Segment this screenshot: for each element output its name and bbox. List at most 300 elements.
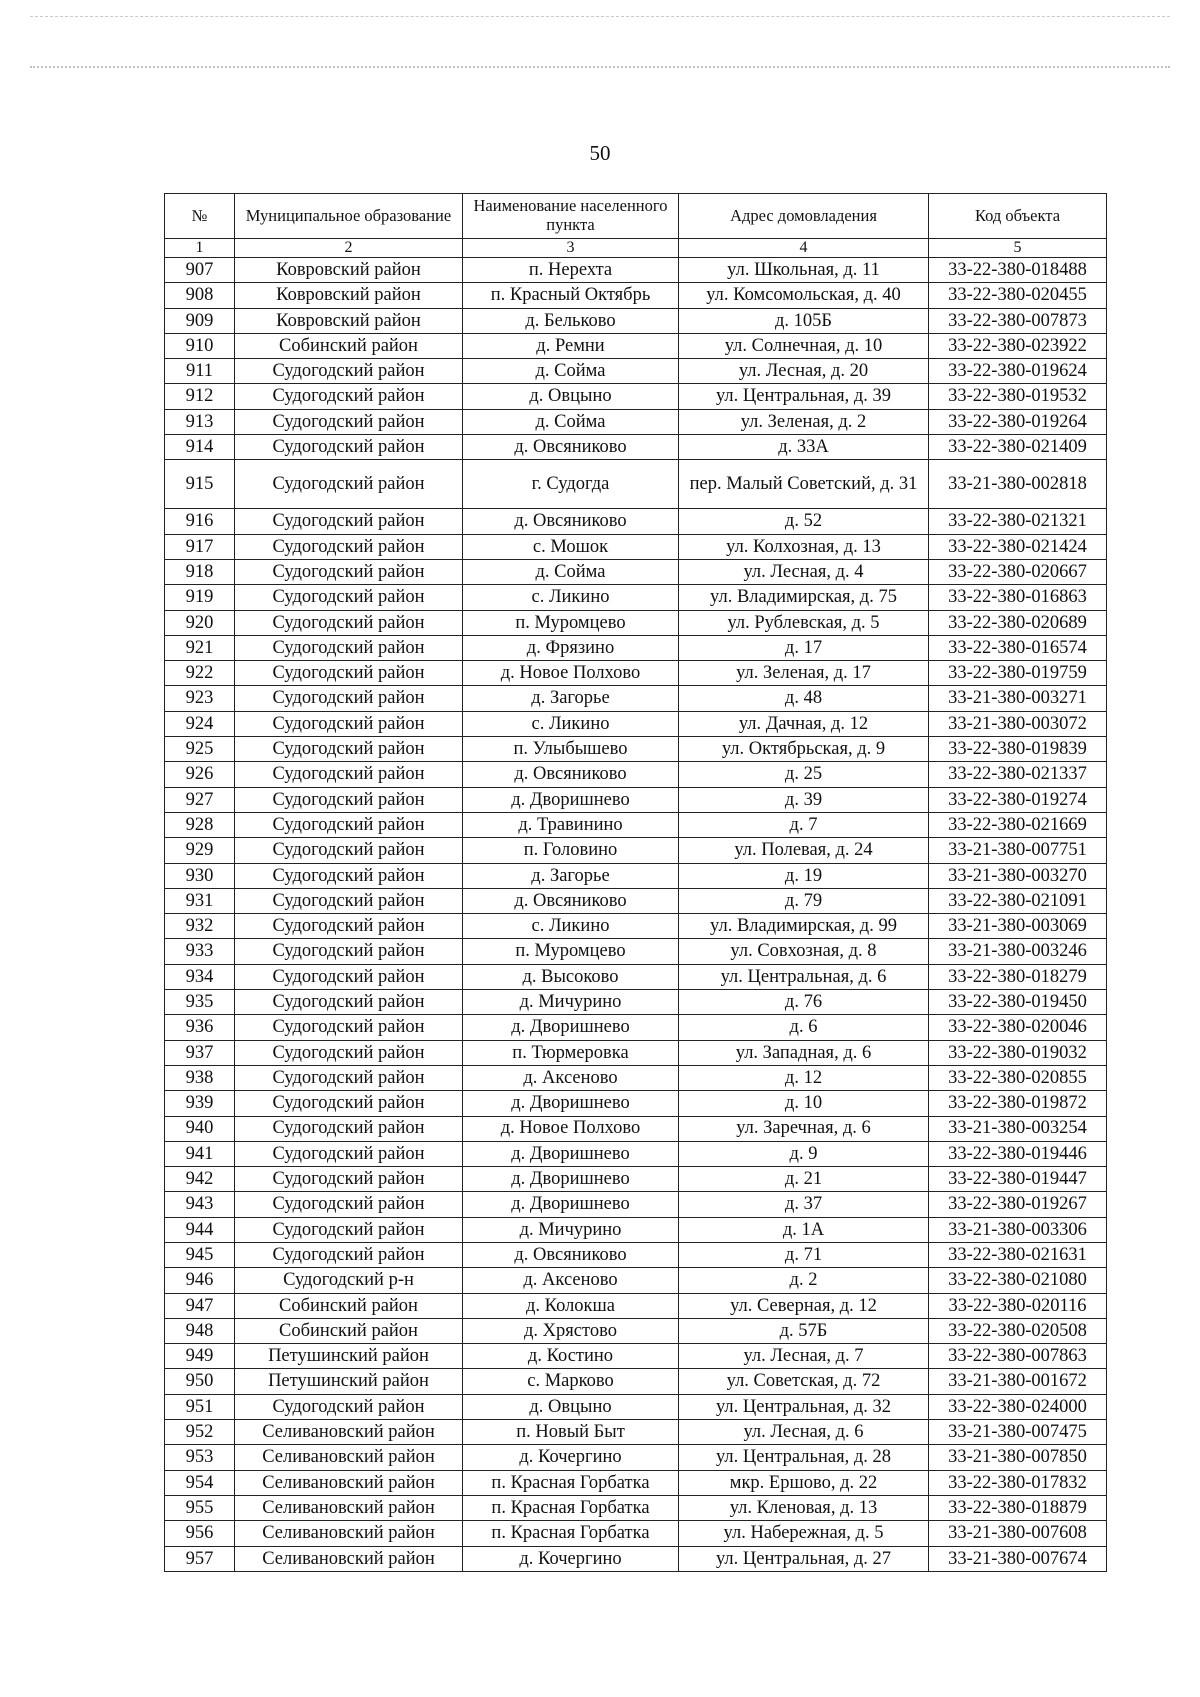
header-number: № xyxy=(165,194,235,239)
settlement-cell: д. Травинино xyxy=(463,812,679,837)
settlement-cell: д. Костино xyxy=(463,1344,679,1369)
row-number: 917 xyxy=(165,534,235,559)
table-row xyxy=(165,1546,1107,1571)
settlement-cell: п. Улыбышево xyxy=(463,737,679,762)
address-cell: ул. Совхозная, д. 8 xyxy=(679,939,929,964)
table-row xyxy=(165,1015,1107,1040)
row-number: 954 xyxy=(165,1470,235,1495)
municipality-cell: Судогодский район xyxy=(235,787,463,812)
municipality-cell: Собинский район xyxy=(235,333,463,358)
municipality-cell: Судогодский район xyxy=(235,964,463,989)
object-code-cell: 33-22-380-019274 xyxy=(929,787,1107,812)
address-cell: д. 71 xyxy=(679,1242,929,1267)
row-number: 933 xyxy=(165,939,235,964)
table-row xyxy=(165,1040,1107,1065)
address-cell: д. 7 xyxy=(679,812,929,837)
object-code-cell: 33-22-380-018488 xyxy=(929,258,1107,283)
settlement-cell: д. Дворишнево xyxy=(463,1141,679,1166)
settlement-cell: с. Ликино xyxy=(463,585,679,610)
settlement-cell: д. Загорье xyxy=(463,686,679,711)
settlement-cell: д. Овцыно xyxy=(463,384,679,409)
object-code-cell: 33-22-380-020667 xyxy=(929,559,1107,584)
address-cell: ул. Северная, д. 12 xyxy=(679,1293,929,1318)
table-row xyxy=(165,812,1107,837)
column-number-row xyxy=(165,239,1107,258)
object-code-cell: 33-21-380-003270 xyxy=(929,863,1107,888)
object-code-cell: 33-22-380-016574 xyxy=(929,635,1107,660)
row-number: 943 xyxy=(165,1192,235,1217)
municipality-cell: Судогодский район xyxy=(235,863,463,888)
settlement-cell: п. Красная Горбатка xyxy=(463,1495,679,1520)
object-code-cell: 33-22-380-019032 xyxy=(929,1040,1107,1065)
municipality-cell: Селивановский район xyxy=(235,1546,463,1571)
address-cell: ул. Рублевская, д. 5 xyxy=(679,610,929,635)
table-row xyxy=(165,1394,1107,1419)
table-row xyxy=(165,1344,1107,1369)
table-row xyxy=(165,914,1107,939)
address-cell: ул. Владимирская, д. 75 xyxy=(679,585,929,610)
table-row xyxy=(165,1445,1107,1470)
address-cell: ул. Лесная, д. 20 xyxy=(679,359,929,384)
address-cell: д. 19 xyxy=(679,863,929,888)
municipality-cell: Селивановский район xyxy=(235,1495,463,1520)
row-number: 941 xyxy=(165,1141,235,1166)
object-code-cell: 33-22-380-018879 xyxy=(929,1495,1107,1520)
address-cell: д. 39 xyxy=(679,787,929,812)
municipality-cell: Судогодский район xyxy=(235,990,463,1015)
settlement-cell: д. Сойма xyxy=(463,359,679,384)
settlement-cell: д. Кочергино xyxy=(463,1546,679,1571)
address-cell: пер. Малый Советский, д. 31 xyxy=(679,460,929,509)
object-code-cell: 33-21-380-003306 xyxy=(929,1217,1107,1242)
table-row xyxy=(165,585,1107,610)
object-code-cell: 33-22-380-023922 xyxy=(929,333,1107,358)
header-object-code: Код объекта xyxy=(929,194,1107,239)
address-cell: ул. Школьная, д. 11 xyxy=(679,258,929,283)
table-row xyxy=(165,661,1107,686)
row-number: 940 xyxy=(165,1116,235,1141)
address-cell: ул. Октябрьская, д. 9 xyxy=(679,737,929,762)
address-cell: ул. Кленовая, д. 13 xyxy=(679,1495,929,1520)
table-row xyxy=(165,964,1107,989)
row-number: 916 xyxy=(165,509,235,534)
row-number: 956 xyxy=(165,1521,235,1546)
settlement-cell: д. Кочергино xyxy=(463,1445,679,1470)
object-code-cell: 33-22-380-021337 xyxy=(929,762,1107,787)
object-code-cell: 33-22-380-007863 xyxy=(929,1344,1107,1369)
table-row xyxy=(165,737,1107,762)
object-code-cell: 33-22-380-019447 xyxy=(929,1167,1107,1192)
object-code-cell: 33-22-380-019267 xyxy=(929,1192,1107,1217)
table-row xyxy=(165,863,1107,888)
settlement-cell: д. Дворишнево xyxy=(463,1192,679,1217)
table-row xyxy=(165,939,1107,964)
row-number: 957 xyxy=(165,1546,235,1571)
settlement-cell: д. Мичурино xyxy=(463,1217,679,1242)
object-code-cell: 33-21-380-003254 xyxy=(929,1116,1107,1141)
address-cell: д. 48 xyxy=(679,686,929,711)
table-row xyxy=(165,1217,1107,1242)
municipality-cell: Судогодский район xyxy=(235,838,463,863)
address-cell: д. 105Б xyxy=(679,308,929,333)
object-code-cell: 33-21-380-007674 xyxy=(929,1546,1107,1571)
settlement-cell: д. Дворишнево xyxy=(463,1015,679,1040)
row-number: 924 xyxy=(165,711,235,736)
object-code-cell: 33-21-380-007751 xyxy=(929,838,1107,863)
table-row xyxy=(165,333,1107,358)
row-number: 946 xyxy=(165,1268,235,1293)
municipality-cell: Судогодский район xyxy=(235,711,463,736)
municipality-cell: Судогодский район xyxy=(235,1116,463,1141)
settlement-cell: п. Муромцево xyxy=(463,939,679,964)
table-row xyxy=(165,1470,1107,1495)
page-number: 50 xyxy=(589,141,611,165)
table-row xyxy=(165,711,1107,736)
object-code-cell: 33-22-380-019532 xyxy=(929,384,1107,409)
row-number: 913 xyxy=(165,409,235,434)
address-cell: д. 21 xyxy=(679,1167,929,1192)
settlement-cell: д. Аксеново xyxy=(463,1065,679,1090)
table-row xyxy=(165,1091,1107,1116)
object-code-cell: 33-22-380-020855 xyxy=(929,1065,1107,1090)
municipality-cell: Судогодский район xyxy=(235,686,463,711)
address-cell: ул. Заречная, д. 6 xyxy=(679,1116,929,1141)
settlement-cell: д. Овсяниково xyxy=(463,762,679,787)
row-number: 955 xyxy=(165,1495,235,1520)
object-code-cell: 33-22-380-019872 xyxy=(929,1091,1107,1116)
address-cell: ул. Центральная, д. 6 xyxy=(679,964,929,989)
settlement-cell: д. Новое Полхово xyxy=(463,1116,679,1141)
address-cell: ул. Солнечная, д. 10 xyxy=(679,333,929,358)
settlement-cell: д. Овсяниково xyxy=(463,888,679,913)
row-number: 937 xyxy=(165,1040,235,1065)
table-row xyxy=(165,1495,1107,1520)
settlement-cell: д. Дворишнево xyxy=(463,1091,679,1116)
municipality-cell: Судогодский район xyxy=(235,409,463,434)
municipality-cell: Судогодский район xyxy=(235,559,463,584)
municipality-cell: Судогодский район xyxy=(235,1242,463,1267)
object-code-cell: 33-21-380-007475 xyxy=(929,1420,1107,1445)
municipality-cell: Судогодский район xyxy=(235,1141,463,1166)
row-number: 909 xyxy=(165,308,235,333)
object-code-cell: 33-21-380-007850 xyxy=(929,1445,1107,1470)
table-row xyxy=(165,1268,1107,1293)
address-cell: ул. Центральная, д. 32 xyxy=(679,1394,929,1419)
address-cell: ул. Советская, д. 72 xyxy=(679,1369,929,1394)
object-code-cell: 33-22-380-007873 xyxy=(929,308,1107,333)
table-row xyxy=(165,1167,1107,1192)
row-number: 931 xyxy=(165,888,235,913)
table-row xyxy=(165,1420,1107,1445)
row-number: 920 xyxy=(165,610,235,635)
address-cell: д. 33А xyxy=(679,435,929,460)
address-cell: д. 6 xyxy=(679,1015,929,1040)
settlement-cell: д. Высоково xyxy=(463,964,679,989)
object-code-cell: 33-22-380-021669 xyxy=(929,812,1107,837)
row-number: 907 xyxy=(165,258,235,283)
object-code-cell: 33-21-380-002818 xyxy=(929,460,1107,509)
row-number: 925 xyxy=(165,737,235,762)
row-number: 945 xyxy=(165,1242,235,1267)
municipality-cell: Селивановский район xyxy=(235,1445,463,1470)
object-code-cell: 33-22-380-020046 xyxy=(929,1015,1107,1040)
address-cell: д. 25 xyxy=(679,762,929,787)
object-code-cell: 33-21-380-003271 xyxy=(929,686,1107,711)
table-row xyxy=(165,460,1107,509)
object-code-cell: 33-22-380-020455 xyxy=(929,283,1107,308)
object-code-cell: 33-21-380-003246 xyxy=(929,939,1107,964)
header-address: Адрес домовладения xyxy=(679,194,929,239)
municipality-cell: Петушинский район xyxy=(235,1369,463,1394)
row-number: 947 xyxy=(165,1293,235,1318)
scan-artifact-line xyxy=(30,16,1170,17)
address-cell: ул. Центральная, д. 28 xyxy=(679,1445,929,1470)
table-row xyxy=(165,686,1107,711)
table-row xyxy=(165,787,1107,812)
table-row xyxy=(165,1141,1107,1166)
address-cell: ул. Набережная, д. 5 xyxy=(679,1521,929,1546)
settlement-cell: п. Красная Горбатка xyxy=(463,1470,679,1495)
municipality-cell: Судогодский район xyxy=(235,509,463,534)
settlement-cell: д. Ремни xyxy=(463,333,679,358)
municipality-cell: Судогодский район xyxy=(235,435,463,460)
address-cell: д. 12 xyxy=(679,1065,929,1090)
object-code-cell: 33-22-380-020508 xyxy=(929,1318,1107,1343)
settlement-cell: д. Овцыно xyxy=(463,1394,679,1419)
address-cell: д. 76 xyxy=(679,990,929,1015)
address-cell: д. 17 xyxy=(679,635,929,660)
settlement-cell: д. Овсяниково xyxy=(463,509,679,534)
row-number: 949 xyxy=(165,1344,235,1369)
municipality-cell: Судогодский район xyxy=(235,384,463,409)
municipality-cell: Собинский район xyxy=(235,1318,463,1343)
object-code-cell: 33-22-380-019450 xyxy=(929,990,1107,1015)
municipality-cell: Судогодский район xyxy=(235,359,463,384)
row-number: 936 xyxy=(165,1015,235,1040)
row-number: 939 xyxy=(165,1091,235,1116)
settlement-cell: п. Нерехта xyxy=(463,258,679,283)
table-row xyxy=(165,258,1107,283)
table-body xyxy=(165,258,1107,1572)
header-row xyxy=(165,194,1107,239)
row-number: 927 xyxy=(165,787,235,812)
settlement-cell: с. Ликино xyxy=(463,914,679,939)
municipality-cell: Судогодский район xyxy=(235,661,463,686)
column-number: 4 xyxy=(679,239,929,258)
municipality-cell: Селивановский район xyxy=(235,1521,463,1546)
object-code-cell: 33-21-380-003072 xyxy=(929,711,1107,736)
address-cell: д. 10 xyxy=(679,1091,929,1116)
registry-table xyxy=(164,193,1107,1572)
address-cell: ул. Центральная, д. 27 xyxy=(679,1546,929,1571)
object-code-cell: 33-22-380-019759 xyxy=(929,661,1107,686)
table-row xyxy=(165,888,1107,913)
row-number: 922 xyxy=(165,661,235,686)
row-number: 919 xyxy=(165,585,235,610)
object-code-cell: 33-22-380-018279 xyxy=(929,964,1107,989)
table-row xyxy=(165,559,1107,584)
table-row xyxy=(165,409,1107,434)
municipality-cell: Судогодский р-н xyxy=(235,1268,463,1293)
row-number: 948 xyxy=(165,1318,235,1343)
row-number: 952 xyxy=(165,1420,235,1445)
object-code-cell: 33-22-380-019624 xyxy=(929,359,1107,384)
table-row xyxy=(165,1521,1107,1546)
municipality-cell: Селивановский район xyxy=(235,1420,463,1445)
table-row xyxy=(165,1065,1107,1090)
table-row xyxy=(165,990,1107,1015)
settlement-cell: д. Фрязино xyxy=(463,635,679,660)
settlement-cell: д. Хрястово xyxy=(463,1318,679,1343)
table-row xyxy=(165,610,1107,635)
address-cell: ул. Полевая, д. 24 xyxy=(679,838,929,863)
object-code-cell: 33-22-380-017832 xyxy=(929,1470,1107,1495)
table-row xyxy=(165,1242,1107,1267)
address-cell: ул. Лесная, д. 6 xyxy=(679,1420,929,1445)
row-number: 935 xyxy=(165,990,235,1015)
settlement-cell: п. Тюрмеровка xyxy=(463,1040,679,1065)
municipality-cell: Судогодский район xyxy=(235,1167,463,1192)
object-code-cell: 33-22-380-021091 xyxy=(929,888,1107,913)
table-row xyxy=(165,509,1107,534)
settlement-cell: п. Головино xyxy=(463,838,679,863)
row-number: 918 xyxy=(165,559,235,584)
settlement-cell: с. Ликино xyxy=(463,711,679,736)
object-code-cell: 33-22-380-020689 xyxy=(929,610,1107,635)
object-code-cell: 33-22-380-021631 xyxy=(929,1242,1107,1267)
object-code-cell: 33-22-380-021424 xyxy=(929,534,1107,559)
row-number: 929 xyxy=(165,838,235,863)
municipality-cell: Судогодский район xyxy=(235,1065,463,1090)
row-number: 911 xyxy=(165,359,235,384)
row-number: 953 xyxy=(165,1445,235,1470)
address-cell: ул. Лесная, д. 4 xyxy=(679,559,929,584)
settlement-cell: с. Мошок xyxy=(463,534,679,559)
settlement-cell: г. Судогда xyxy=(463,460,679,509)
header-municipality: Муниципальное образование xyxy=(235,194,463,239)
column-number: 5 xyxy=(929,239,1107,258)
settlement-cell: д. Сойма xyxy=(463,409,679,434)
municipality-cell: Петушинский район xyxy=(235,1344,463,1369)
row-number: 921 xyxy=(165,635,235,660)
row-number: 950 xyxy=(165,1369,235,1394)
settlement-cell: д. Овсяниково xyxy=(463,435,679,460)
municipality-cell: Собинский район xyxy=(235,1293,463,1318)
municipality-cell: Судогодский район xyxy=(235,585,463,610)
row-number: 923 xyxy=(165,686,235,711)
municipality-cell: Судогодский район xyxy=(235,939,463,964)
address-cell: д. 52 xyxy=(679,509,929,534)
address-cell: ул. Дачная, д. 12 xyxy=(679,711,929,736)
municipality-cell: Судогодский район xyxy=(235,610,463,635)
row-number: 915 xyxy=(165,460,235,509)
table-row xyxy=(165,435,1107,460)
municipality-cell: Судогодский район xyxy=(235,1091,463,1116)
address-cell: ул. Владимирская, д. 99 xyxy=(679,914,929,939)
scan-artifact-line xyxy=(30,66,1170,68)
municipality-cell: Судогодский район xyxy=(235,888,463,913)
settlement-cell: д. Колокша xyxy=(463,1293,679,1318)
municipality-cell: Судогодский район xyxy=(235,762,463,787)
address-cell: мкр. Ершово, д. 22 xyxy=(679,1470,929,1495)
municipality-cell: Судогодский район xyxy=(235,812,463,837)
row-number: 951 xyxy=(165,1394,235,1419)
address-cell: ул. Колхозная, д. 13 xyxy=(679,534,929,559)
object-code-cell: 33-22-380-024000 xyxy=(929,1394,1107,1419)
object-code-cell: 33-22-380-021080 xyxy=(929,1268,1107,1293)
row-number: 926 xyxy=(165,762,235,787)
settlement-cell: п. Красная Горбатка xyxy=(463,1521,679,1546)
municipality-cell: Судогодский район xyxy=(235,1040,463,1065)
municipality-cell: Судогодский район xyxy=(235,1015,463,1040)
object-code-cell: 33-22-380-016863 xyxy=(929,585,1107,610)
address-cell: ул. Зеленая, д. 17 xyxy=(679,661,929,686)
municipality-cell: Судогодский район xyxy=(235,1217,463,1242)
address-cell: ул. Комсомольская, д. 40 xyxy=(679,283,929,308)
column-number: 1 xyxy=(165,239,235,258)
settlement-cell: д. Новое Полхово xyxy=(463,661,679,686)
settlement-cell: с. Марково xyxy=(463,1369,679,1394)
municipality-cell: Ковровский район xyxy=(235,283,463,308)
settlement-cell: д. Мичурино xyxy=(463,990,679,1015)
row-number: 932 xyxy=(165,914,235,939)
object-code-cell: 33-21-380-001672 xyxy=(929,1369,1107,1394)
table-row xyxy=(165,534,1107,559)
row-number: 942 xyxy=(165,1167,235,1192)
row-number: 908 xyxy=(165,283,235,308)
row-number: 930 xyxy=(165,863,235,888)
object-code-cell: 33-22-380-021321 xyxy=(929,509,1107,534)
municipality-cell: Ковровский район xyxy=(235,258,463,283)
column-number: 3 xyxy=(463,239,679,258)
row-number: 928 xyxy=(165,812,235,837)
address-cell: ул. Зеленая, д. 2 xyxy=(679,409,929,434)
municipality-cell: Судогодский район xyxy=(235,1192,463,1217)
object-code-cell: 33-22-380-020116 xyxy=(929,1293,1107,1318)
object-code-cell: 33-22-380-021409 xyxy=(929,435,1107,460)
row-number: 934 xyxy=(165,964,235,989)
object-code-cell: 33-22-380-019264 xyxy=(929,409,1107,434)
municipality-cell: Судогодский район xyxy=(235,460,463,509)
table-row xyxy=(165,1116,1107,1141)
municipality-cell: Судогодский район xyxy=(235,914,463,939)
table-row xyxy=(165,359,1107,384)
table-row xyxy=(165,635,1107,660)
settlement-cell: п. Муромцево xyxy=(463,610,679,635)
settlement-cell: п. Новый Быт xyxy=(463,1420,679,1445)
table-row xyxy=(165,1369,1107,1394)
table-row xyxy=(165,762,1107,787)
address-cell: д. 79 xyxy=(679,888,929,913)
table-row xyxy=(165,384,1107,409)
settlement-cell: д. Бельково xyxy=(463,308,679,333)
header-settlement: Наименование населенного пункта xyxy=(463,194,679,239)
address-cell: д. 1А xyxy=(679,1217,929,1242)
row-number: 910 xyxy=(165,333,235,358)
settlement-cell: д. Дворишнево xyxy=(463,787,679,812)
address-cell: ул. Западная, д. 6 xyxy=(679,1040,929,1065)
settlement-cell: д. Загорье xyxy=(463,863,679,888)
settlement-cell: д. Сойма xyxy=(463,559,679,584)
municipality-cell: Судогодский район xyxy=(235,635,463,660)
address-cell: д. 2 xyxy=(679,1268,929,1293)
settlement-cell: п. Красный Октябрь xyxy=(463,283,679,308)
municipality-cell: Селивановский район xyxy=(235,1470,463,1495)
object-code-cell: 33-22-380-019446 xyxy=(929,1141,1107,1166)
municipality-cell: Ковровский район xyxy=(235,308,463,333)
object-code-cell: 33-22-380-019839 xyxy=(929,737,1107,762)
address-cell: д. 37 xyxy=(679,1192,929,1217)
